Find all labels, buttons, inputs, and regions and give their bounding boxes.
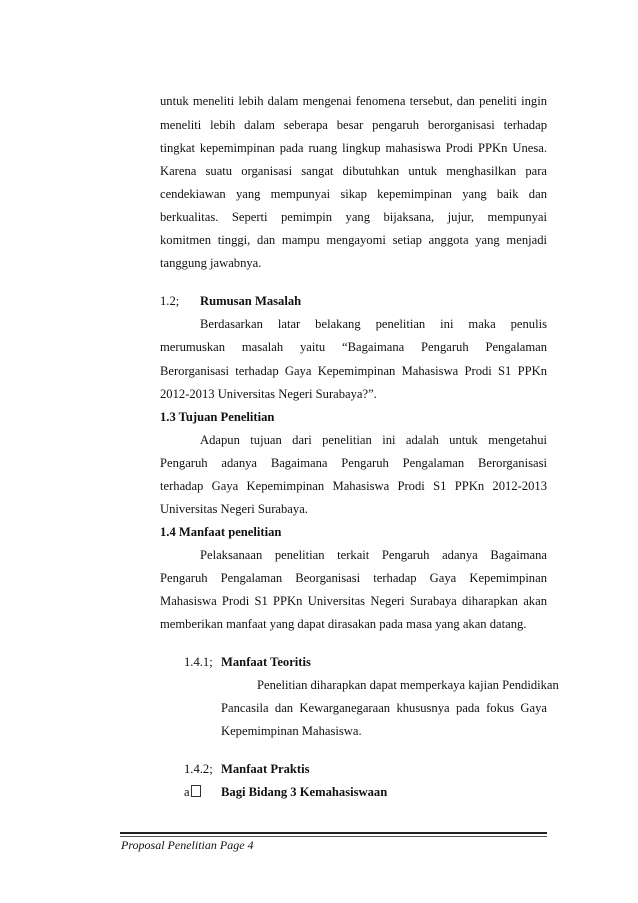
section-heading: Rumusan Masalah [200,294,302,308]
paragraph-line: Universitas Negeri Surabaya. [160,502,308,516]
paragraph-line: Berorganisasi terhadap Gaya Kepemimpinan Mahasiswa Prodi S1 PPKn [160,364,547,378]
page-footer: Proposal Penelitian Page 4 [121,838,254,852]
paragraph-line: berkualitas. Seperti pemimpin yang bijaksana, jujur, mempunyai [160,210,547,224]
paragraph-line: memberikan manfaat yang dapat dirasakan pada masa yang akan datang. [160,617,527,631]
footer-divider-thin [120,836,547,837]
section-number: 1.4.2; [184,762,213,776]
section-number: 1.4.1; [184,655,213,669]
paragraph-line: Pancasila dan Kewarganegaraan khususnya pada fokus Gaya [221,701,547,715]
paragraph-line: Mahasiswa Prodi S1 PPKn Universitas Negeri Surabaya diharapkan akan [160,594,547,608]
paragraph-line: Penelitian diharapkan dapat memperkaya kajian Pendidikan [257,678,559,692]
section-heading: Manfaat Teoritis [221,655,311,669]
paragraph-line: untuk meneliti lebih dalam mengenai fenomena tersebut, dan peneliti ingin [160,94,547,108]
paragraph-line: cendekiawan yang mempunyai sikap kepemimpinan yang baik dan [160,187,547,201]
section-heading: 1.4 Manfaat penelitian [160,525,282,539]
paragraph-line: Kepemimpinan Mahasiswa. [221,724,362,738]
paragraph-line: tingkat kepemimpinan pada ruang lingkup mahasiswa Prodi PPKn Unesa. [160,141,547,155]
section-number: 1.2; [160,294,180,308]
paragraph-line: merumuskan masalah yaitu “Bagaimana Pengaruh Pengalaman [160,340,547,354]
paragraph-line: Pengaruh adanya Bagaimana Pengaruh Pengalaman Berorganisasi [160,456,547,470]
list-marker-letter: a [184,785,190,799]
paragraph-line: 2012-2013 Universitas Negeri Surabaya?”. [160,387,377,401]
section-heading: 1.3 Tujuan Penelitian [160,410,275,424]
paragraph-line: komitmen tinggi, dan mampu mengayomi setiap anggota yang menjadi [160,233,547,247]
paragraph-line: Adapun tujuan dari penelitian ini adalah untuk mengetahui [200,433,547,447]
paragraph-line: Karena suatu organisasi sangat dibutuhkan untuk menghasilkan para [160,164,547,178]
list-item-heading: Bagi Bidang 3 Kemahasiswaan [221,785,388,799]
missing-glyph-icon [191,785,201,797]
footer-divider [120,832,547,834]
paragraph-line: meneliti lebih dalam seberapa besar pengaruh berorganisasi terhadap [160,118,547,132]
section-heading: Manfaat Praktis [221,762,310,776]
paragraph-line: Berdasarkan latar belakang penelitian ini maka penulis [200,317,547,331]
list-item-marker [184,785,201,800]
paragraph-line: terhadap Gaya Kepemimpinan Mahasiswa Prodi S1 PPKn 2012-2013 [160,479,547,493]
paragraph-line: Pelaksanaan penelitian terkait Pengaruh adanya Bagaimana [200,548,547,562]
paragraph-line: tanggung jawabnya. [160,256,262,270]
paragraph-line: Pengaruh Pengalaman Beorganisasi terhadap Gaya Kepemimpinan [160,571,547,585]
